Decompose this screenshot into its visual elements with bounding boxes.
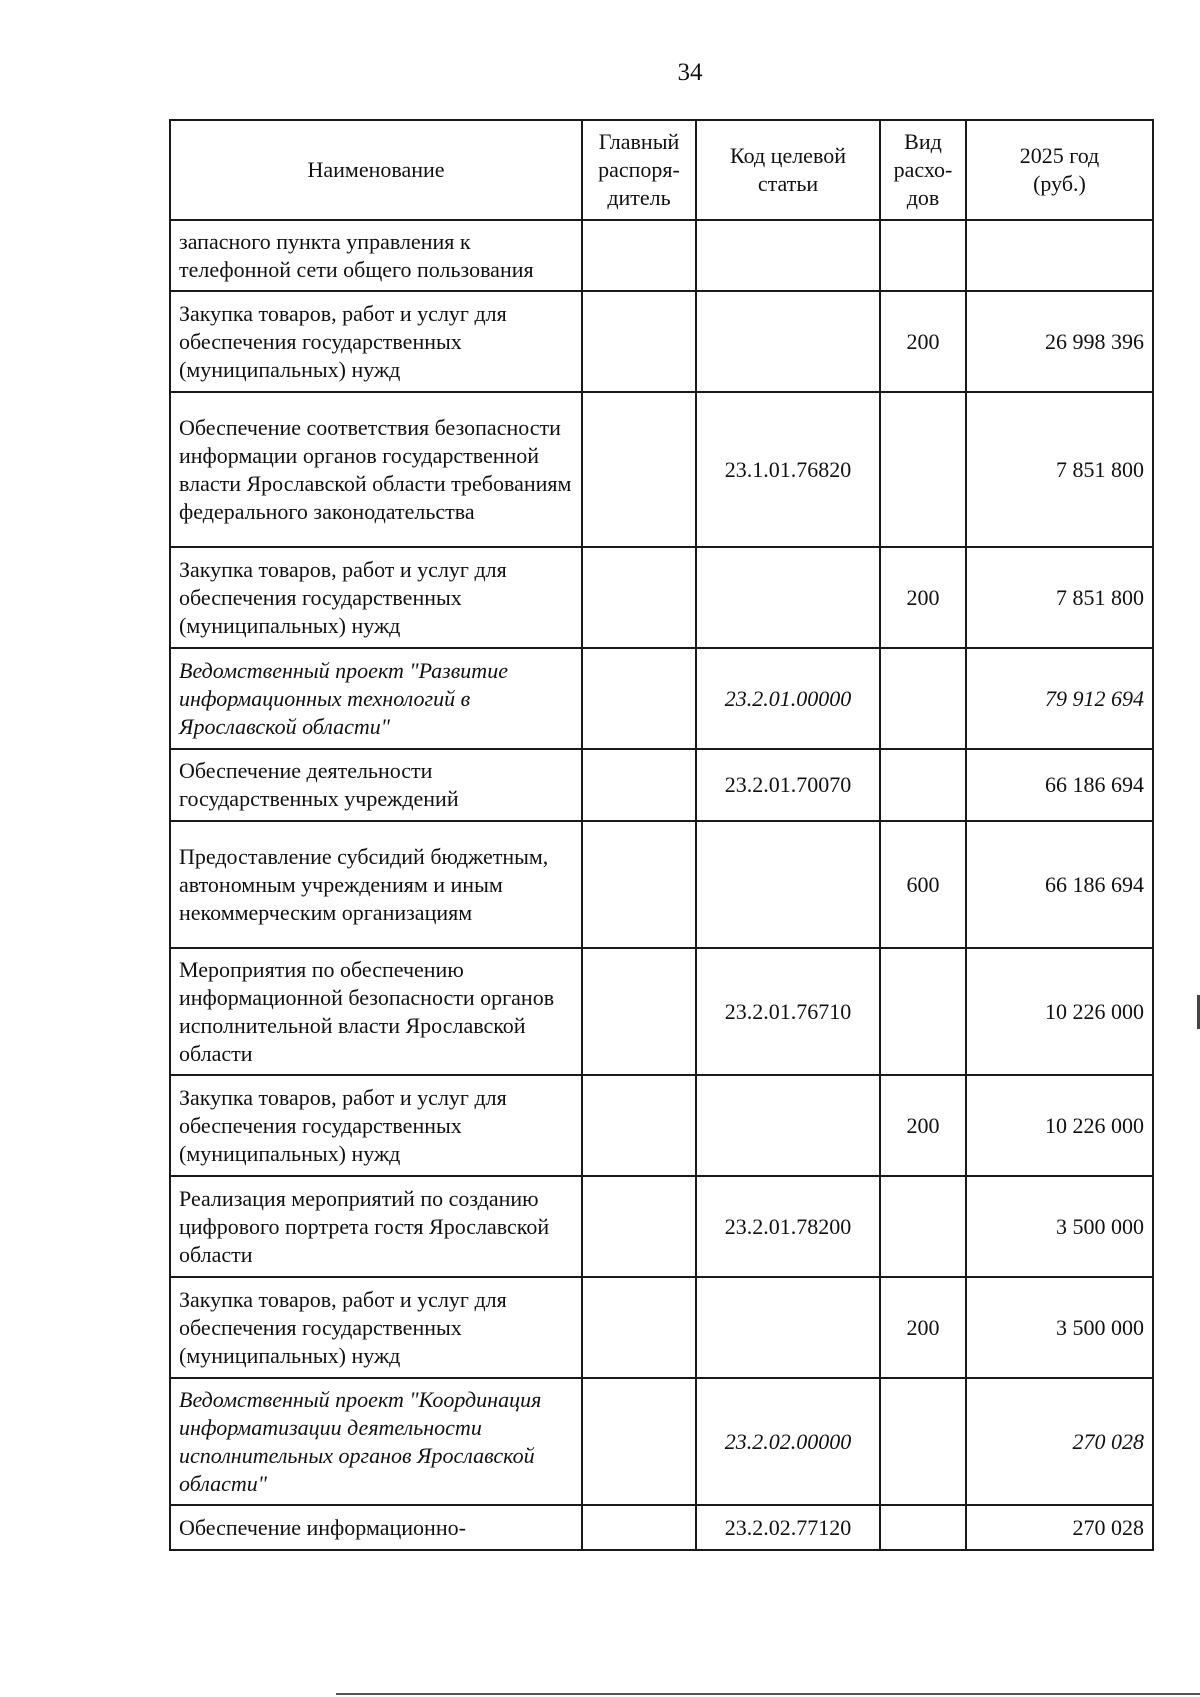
row-type-cell: 200 [880, 1075, 966, 1176]
table-row [170, 948, 1153, 1075]
row-type-cell [880, 1176, 966, 1277]
row-amount-cell: 79 912 694 [966, 648, 1153, 749]
row-code-cell: 23.2.01.78200 [696, 1176, 880, 1277]
row-amount-cell: 10 226 000 [966, 1075, 1153, 1176]
row-admin-cell [582, 547, 696, 648]
row-code-cell: 23.2.01.70070 [696, 749, 880, 821]
row-name-cell: Мероприятия по обеспечению информационной безопасности органов исполнительной власти Ярославской области [170, 948, 582, 1075]
row-type-cell [880, 1505, 966, 1550]
row-name-cell: Обеспечение соответствия безопасности информации органов государственной власти Ярославской области требованиям федерального законодательства [170, 392, 582, 547]
row-type-cell [880, 220, 966, 291]
row-admin-cell [582, 948, 696, 1075]
row-name-cell: запасного пункта управления к телефонной сети общего пользования [170, 220, 582, 291]
row-amount-cell: 66 186 694 [966, 821, 1153, 948]
table-row [170, 1176, 1153, 1277]
row-admin-cell [582, 1075, 696, 1176]
row-code-cell: 23.2.01.76710 [696, 948, 880, 1075]
table-row [170, 648, 1153, 749]
row-admin-cell [582, 291, 696, 392]
row-admin-cell [582, 1378, 696, 1505]
table-row [170, 821, 1153, 948]
row-type-cell: 200 [880, 291, 966, 392]
header-row [170, 120, 1153, 220]
table-row [170, 1277, 1153, 1378]
row-code-cell [696, 547, 880, 648]
row-amount-cell: 270 028 [966, 1505, 1153, 1550]
row-code-cell [696, 821, 880, 948]
row-name-cell: Реализация мероприятий по созданию цифрового портрета гостя Ярославской области [170, 1176, 582, 1277]
row-admin-cell [582, 220, 696, 291]
header-amount: 2025 год (руб.) [966, 120, 1153, 220]
page-number: 34 [677, 59, 703, 86]
row-name-cell: Ведомственный проект "Развитие информационных технологий в Ярославской области" [170, 648, 582, 749]
row-admin-cell [582, 648, 696, 749]
row-code-cell: 23.1.01.76820 [696, 392, 880, 547]
row-code-cell: 23.2.01.00000 [696, 648, 880, 749]
row-code-cell: 23.2.02.77120 [696, 1505, 880, 1550]
header-type: Вид расхо- дов [880, 120, 966, 220]
budget-table [169, 119, 1154, 1551]
row-admin-cell [582, 1176, 696, 1277]
row-amount-cell: 26 998 396 [966, 291, 1153, 392]
row-type-cell [880, 749, 966, 821]
row-amount-cell: 7 851 800 [966, 392, 1153, 547]
row-type-cell: 200 [880, 547, 966, 648]
table-header [170, 120, 1153, 220]
row-name-cell: Ведомственный проект "Координация информатизации деятельности исполнительных органов Ярославской области" [170, 1378, 582, 1505]
row-name-cell: Закупка товаров, работ и услуг для обеспечения государственных (муниципальных) нужд [170, 547, 582, 648]
row-amount-cell: 66 186 694 [966, 749, 1153, 821]
row-amount-cell [966, 220, 1153, 291]
row-type-cell [880, 648, 966, 749]
row-type-cell [880, 948, 966, 1075]
table-row [170, 749, 1153, 821]
row-admin-cell [582, 392, 696, 547]
row-type-cell [880, 392, 966, 547]
table-row [170, 1075, 1153, 1176]
header-code: Код целевой статьи [696, 120, 880, 220]
row-amount-cell: 3 500 000 [966, 1176, 1153, 1277]
row-code-cell [696, 291, 880, 392]
row-name-cell: Закупка товаров, работ и услуг для обеспечения государственных (муниципальных) нужд [170, 291, 582, 392]
table-row [170, 291, 1153, 392]
row-name-cell: Обеспечение информационно- [170, 1505, 582, 1550]
row-code-cell [696, 220, 880, 291]
table-row [170, 1378, 1153, 1505]
table-row [170, 547, 1153, 648]
row-admin-cell [582, 821, 696, 948]
row-name-cell: Закупка товаров, работ и услуг для обеспечения государственных (муниципальных) нужд [170, 1277, 582, 1378]
row-type-cell: 200 [880, 1277, 966, 1378]
row-admin-cell [582, 1277, 696, 1378]
header-admin: Главный распоря- дитель [582, 120, 696, 220]
row-amount-cell: 270 028 [966, 1378, 1153, 1505]
bottom-rule [336, 1693, 1200, 1695]
row-name-cell: Обеспечение деятельности государственных учреждений [170, 749, 582, 821]
row-admin-cell [582, 749, 696, 821]
row-type-cell: 600 [880, 821, 966, 948]
row-code-cell [696, 1277, 880, 1378]
table-row [170, 220, 1153, 291]
row-admin-cell [582, 1505, 696, 1550]
table-body [170, 220, 1153, 1550]
row-code-cell: 23.2.02.00000 [696, 1378, 880, 1505]
header-name: Наименование [170, 120, 582, 220]
row-type-cell [880, 1378, 966, 1505]
row-amount-cell: 10 226 000 [966, 948, 1153, 1075]
row-amount-cell: 3 500 000 [966, 1277, 1153, 1378]
row-name-cell: Предоставление субсидий бюджетным, автономным учреждениям и иным некоммерческим организациям [170, 821, 582, 948]
row-name-cell: Закупка товаров, работ и услуг для обеспечения государственных (муниципальных) нужд [170, 1075, 582, 1176]
row-amount-cell: 7 851 800 [966, 547, 1153, 648]
table-row [170, 1505, 1153, 1550]
table-row [170, 392, 1153, 547]
row-code-cell [696, 1075, 880, 1176]
